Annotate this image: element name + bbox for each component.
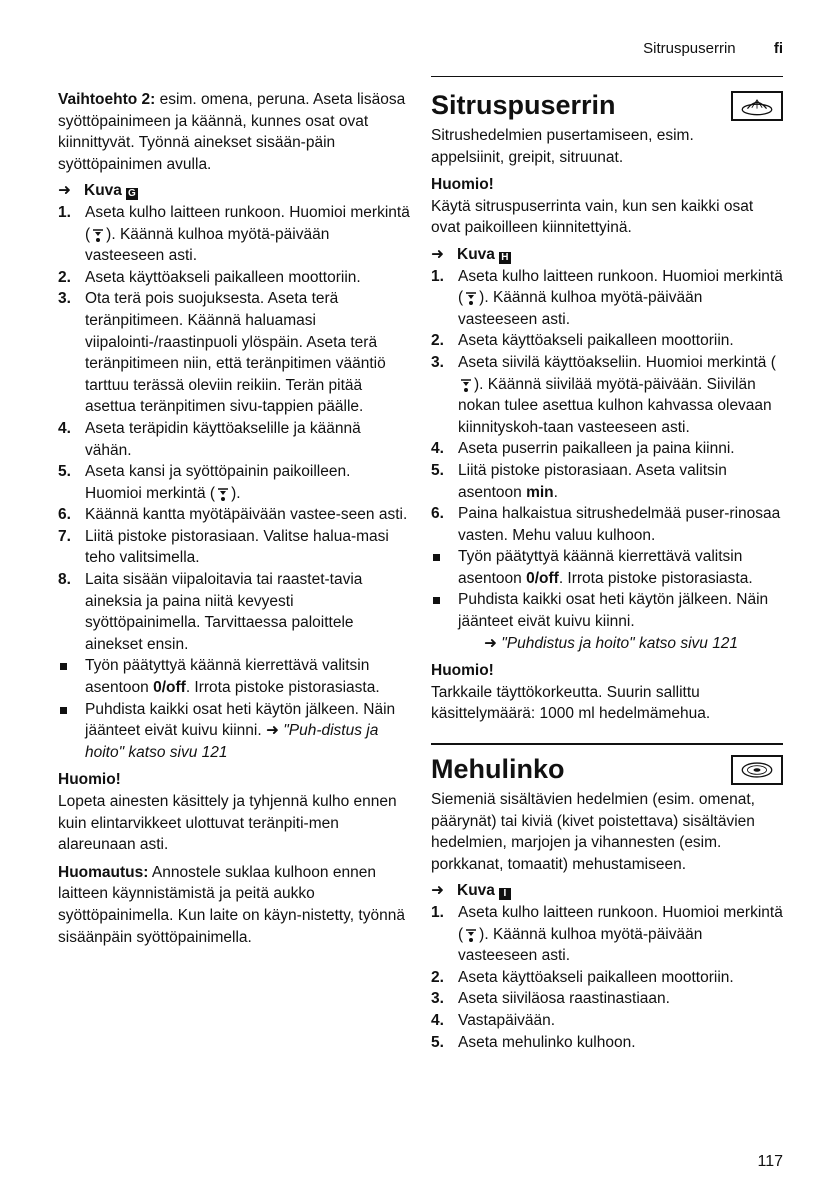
- option-2-paragraph: [58, 89, 410, 175]
- step-text: Aseta käyttöakseli paikalleen moottoriin.: [458, 968, 734, 986]
- step-number: 1.: [431, 267, 444, 285]
- caution-title: Huomio!: [431, 176, 494, 194]
- step-number: 4.: [58, 419, 71, 437]
- citrus-steps-list: [431, 266, 783, 655]
- bullet-bold: 0/off: [526, 569, 559, 587]
- lock-mark-icon: [90, 227, 106, 243]
- bullet-square-icon: [60, 663, 67, 670]
- list-item: [431, 266, 783, 331]
- step-text: Aseta kansi ja syöttöpainin paikoilleen. Huomioi merkintä (: [85, 463, 351, 502]
- step-text: Aseta käyttöakseli paikalleen moottoriin.: [458, 332, 734, 350]
- note-paragraph: [58, 862, 410, 948]
- left-steps-list: [58, 202, 410, 763]
- juicer-section-head: [431, 753, 783, 785]
- figure-ref-i: [431, 880, 783, 902]
- lock-mark-icon: [463, 927, 479, 943]
- bullet-text: Puhdista kaikki osat heti käytön jälkeen. Näin jäänteet eivät kuivu kiinni.: [85, 700, 396, 740]
- juicer-steps-list: [431, 902, 783, 1053]
- figure-label: Kuva: [457, 245, 495, 263]
- bullet-item: [431, 546, 783, 589]
- page-number: 117: [757, 1153, 783, 1170]
- bullet-text: Työn päätyttyä käännä kierrettävä valitsin asentoon: [85, 657, 370, 697]
- lock-mark-icon: [463, 290, 479, 306]
- section-title-citrus-press: Sitruspuserrin: [431, 90, 616, 120]
- bullet-text: Työn päätyttyä käännä kierrettävä valitsin asentoon: [458, 548, 743, 587]
- step-text: Liitä pistoke pistorasiaan. Valitse halua-masi teho valitsimella.: [85, 527, 389, 567]
- list-item: [58, 526, 410, 569]
- step-number: 3.: [431, 353, 444, 371]
- right-column: [431, 89, 783, 1053]
- lock-mark-icon: [458, 377, 474, 393]
- option-text: esim. omena, peruna. Aseta lisäosa syöttöpainimeen ja käännä, kunnes osat ovat kiinnittyvät. Työnnä ainekset sisään-päin syöttöpainimen avulla.: [58, 91, 406, 173]
- note-text: Annostele suklaa kulhoon ennen laitteen käynnistämistä ja peitä aukko syöttöpainimella. Kun laite on käyn-nistetty, työnnä sisäänpäin syöttöpainimella.: [58, 863, 405, 946]
- bullet-bold: 0/off: [153, 679, 186, 697]
- step-text: Aseta kulho laitteen runkoon. Huomioi merkintä (: [85, 203, 410, 243]
- step-number: 4.: [431, 1011, 444, 1029]
- citrus-caution-text: Käytä sitruspuserrinta vain, kun sen kaikki osat ovat paikoilleen kiinnitettyinä.: [431, 197, 754, 237]
- step-text: Vastapäivään.: [458, 1011, 556, 1029]
- step-text: Aseta kulho laitteen runkoon. Huomioi merkintä (: [458, 904, 783, 943]
- step-number: 4.: [431, 440, 444, 458]
- figure-letter-box: H: [499, 252, 511, 264]
- note-label: Huomautus:: [58, 863, 149, 881]
- step-text-cont: ). Käännä kulhoa myötä-päivään vasteeseen asti.: [458, 925, 703, 965]
- citrus-caution-heading: [431, 174, 783, 196]
- list-item: [58, 418, 410, 461]
- step-text: Liitä pistoke pistorasiaan. Aseta valitsin asentoon: [458, 461, 727, 501]
- section-divider: [431, 743, 783, 745]
- step-number: 3.: [58, 290, 71, 308]
- step-text: Laita sisään viipaloitavia tai raastet-tavia aineksia ja paina niitä kevyesti syöttöpainimella. Tarvittaessa paloittele ainekset ensin.: [85, 571, 363, 653]
- list-item: [431, 1010, 783, 1032]
- caution-heading: [58, 769, 410, 791]
- header-rule: [431, 76, 783, 77]
- arrow-icon: ➜: [431, 882, 444, 900]
- lock-mark-icon: [215, 486, 231, 502]
- left-column: [58, 89, 410, 948]
- step-number: 3.: [431, 990, 444, 1008]
- juicer-icon: [731, 755, 783, 785]
- citrus-caution2-text: Tarkkaile täyttökorkeutta. Suurin sallittu käsittelymäärä: 1000 ml hedelmämehua.: [431, 683, 711, 723]
- citrus-press-section-head: [431, 89, 783, 121]
- step-text-cont: ). Käännä kulhoa myötä-päivään vasteeseen asti.: [458, 289, 703, 328]
- figure-ref-g: [58, 180, 410, 202]
- list-item: [431, 460, 783, 503]
- step-text: Aseta siiviläosa raastinastiaan.: [458, 990, 670, 1008]
- list-item: [431, 902, 783, 967]
- cross-reference: "Puhdistus ja hoito" katso sivu 121: [501, 634, 739, 652]
- bullet-item: [58, 655, 410, 698]
- step-number: 1.: [58, 203, 71, 221]
- step-text: Aseta siivilä käyttöakseliin. Huomioi merkintä (: [458, 353, 776, 371]
- step-number: 1.: [431, 904, 444, 921]
- step-text: Aseta mehulinko kulhoon.: [458, 1033, 636, 1051]
- step-text: Aseta teräpidin käyttöakselille ja käännä vähän.: [85, 419, 361, 459]
- bullet-text: Puhdista kaikki osat heti käytön jälkeen. Näin jäänteet eivät kuivu kiinni.: [458, 591, 769, 631]
- list-item: [431, 967, 783, 989]
- figure-label: Kuva: [457, 882, 495, 900]
- bullet-square-icon: [60, 707, 67, 714]
- step-number: 5.: [431, 461, 444, 479]
- option-label: Vaihtoehto 2:: [58, 91, 156, 108]
- bullet-square-icon: [433, 597, 440, 604]
- figure-ref-h: [431, 244, 783, 266]
- step-text-cont: ). Käännä siivilää myötä-päivään. Siivilän nokan tulee asettua kulhon kahvassa olevaan kiinnityskoh-taan vasteeseen asti.: [458, 375, 772, 436]
- caution-title: Huomio!: [58, 771, 121, 789]
- step-text: Aseta käyttöakseli paikalleen moottoriin.: [85, 268, 361, 286]
- step-text-cont: .: [553, 483, 558, 501]
- arrow-icon: ➜: [265, 722, 284, 740]
- step-number: 8.: [58, 571, 71, 589]
- step-number: 5.: [58, 463, 71, 481]
- step-text: Aseta puserrin paikalleen ja paina kiinni.: [458, 440, 735, 458]
- list-item: [431, 1032, 783, 1054]
- step-number: 2.: [431, 968, 444, 986]
- arrow-icon: ➜: [58, 182, 71, 200]
- citrus-intro: Sitrushedelmien pusertamiseen, esim. appelsiinit, greipit, sitruunat.: [431, 127, 694, 166]
- bullet-item: [58, 699, 410, 764]
- header-title: Sitruspuserrin: [643, 40, 736, 57]
- step-text: Käännä kantta myötäpäivään vastee-seen asti.: [85, 506, 408, 524]
- list-item: [431, 330, 783, 352]
- figure-letter-box: I: [499, 888, 511, 900]
- citrus-press-icon: [731, 91, 783, 121]
- caution-title: Huomio!: [431, 662, 494, 680]
- section-title-juicer: Mehulinko: [431, 754, 565, 785]
- citrus-caution2-heading: [431, 660, 783, 682]
- list-item: [58, 202, 410, 267]
- list-item: [431, 352, 783, 438]
- step-number: 6.: [58, 506, 71, 524]
- step-number: 2.: [58, 268, 71, 286]
- running-header: [643, 38, 783, 60]
- list-item: [58, 288, 410, 418]
- step-number: 2.: [431, 332, 444, 350]
- list-item: [58, 267, 410, 289]
- list-item: [58, 504, 410, 526]
- figure-label: Kuva: [84, 182, 122, 200]
- step-text-cont: ). Käännä kulhoa myötä-päivään vasteeseen asti.: [85, 225, 330, 265]
- list-item: [431, 438, 783, 460]
- list-item: [431, 503, 783, 546]
- bullet-text-cont: . Irrota pistoke pistorasiasta.: [185, 679, 380, 697]
- step-number: 6.: [431, 505, 444, 523]
- figure-letter-box: G: [126, 188, 138, 200]
- bullet-text-cont: . Irrota pistoke pistorasiasta.: [558, 569, 753, 587]
- step-bold: min: [526, 483, 554, 501]
- juicer-intro: Siemeniä sisältävien hedelmien (esim. omenat, päärynät) tai kiviä (kivet poistettava) sisältävien hedelmien, marjojen ja vihannesten (esim. porkkanat, tomaatit) mehustamiseen.: [431, 791, 755, 873]
- step-text: Ota terä pois suojuksesta. Aseta terä teränpitimeen. Käännä haluamasi viipalointi-/raastinpuoli ylöspäin. Aseta terä teränpitimeen niin, että teränpitimen vääntiö tarttuu terässä oleviin reikiin. Terän pitää asettua teränpitimen sivu-tappien päälle.: [85, 290, 386, 416]
- arrow-icon: ➜: [484, 634, 502, 652]
- bullet-square-icon: [433, 554, 440, 561]
- step-text-cont: ).: [231, 484, 241, 502]
- arrow-icon: ➜: [431, 245, 444, 263]
- cross-reference: "Puh-distus ja hoito" katso sivu 121: [85, 722, 379, 761]
- list-item: [58, 569, 410, 655]
- step-text: Paina halkaistua sitrushedelmää puser-rinosaa vasten. Mehu valuu kulhoon.: [458, 505, 781, 544]
- list-item: [431, 988, 783, 1010]
- header-language: fi: [773, 40, 783, 57]
- caution-text: Lopeta ainesten käsittely ja tyhjennä kulho ennen kuin elintarvikkeet ulottuvat teränpiti-men alareunaan asti.: [58, 793, 397, 854]
- bullet-item: [431, 589, 783, 654]
- step-number: 7.: [58, 527, 71, 545]
- step-text: Aseta kulho laitteen runkoon. Huomioi merkintä (: [458, 267, 783, 307]
- step-number: 5.: [431, 1033, 444, 1051]
- list-item: [58, 461, 410, 504]
